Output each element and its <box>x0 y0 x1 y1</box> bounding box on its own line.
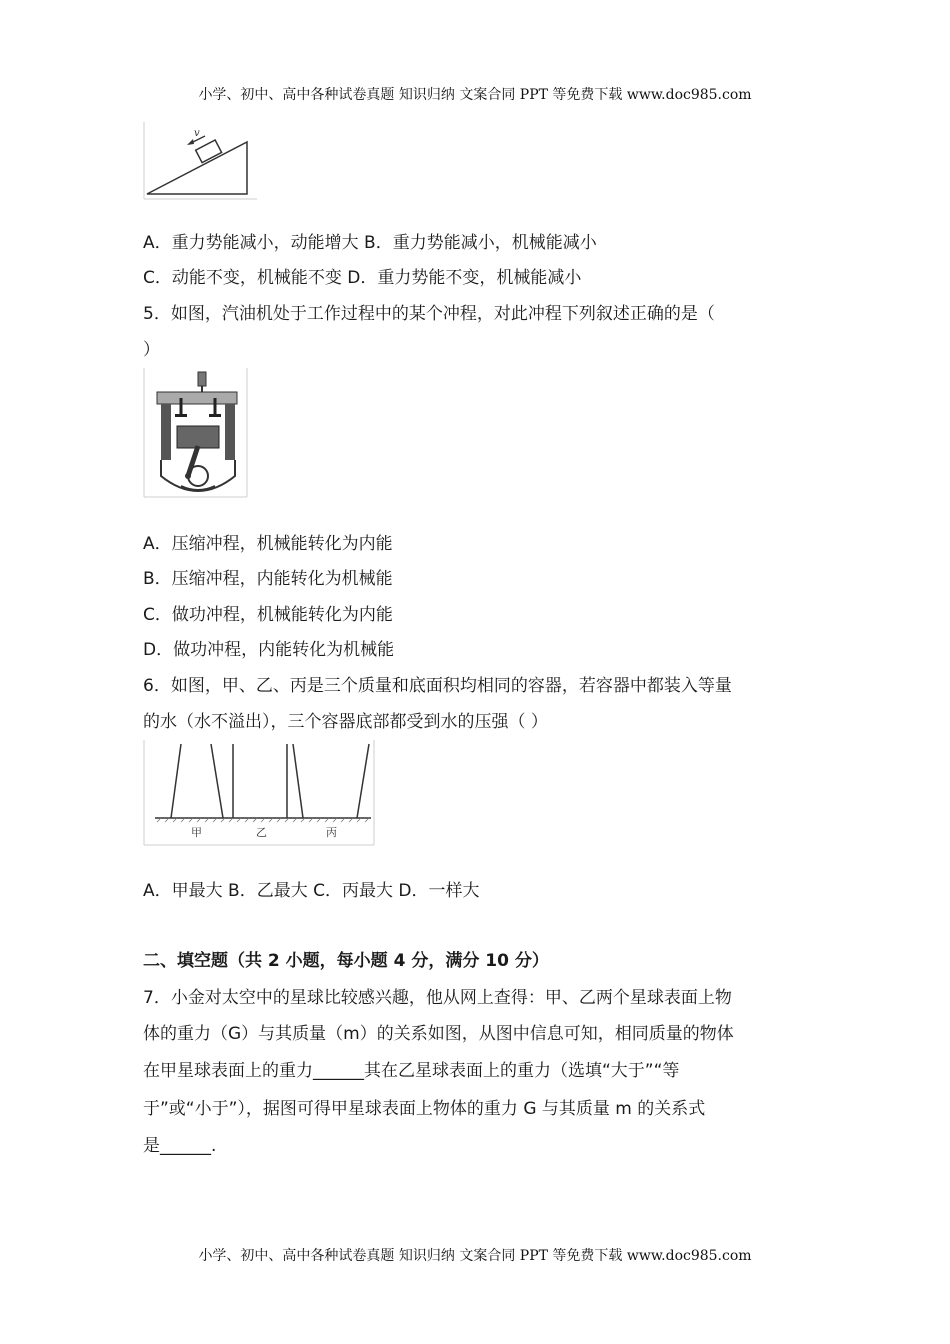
q5-stem-line2: ） <box>143 340 160 360</box>
container-label-jia: 甲 <box>191 826 202 839</box>
page-header: 小学、初中、高中各种试卷真题 知识归纳 文案合同 PPT 等免费下载 www.doc985.com <box>198 87 752 103</box>
q6-stem-line1: 6．如图，甲、乙、丙是三个质量和底面积均相同的容器，若容器中都装入等量 <box>143 676 732 696</box>
q6-stem-line2: 的水（水不溢出），三个容器底部都受到水的压强（ ） <box>143 712 548 732</box>
q6-options: A．甲最大 B．乙最大 C．丙最大 D．一样大 <box>143 881 480 901</box>
q7-line2: 体的重力（G）与其质量（m）的关系如图，从图中信息可知，相同质量的物体 <box>143 1024 734 1044</box>
engine-figure <box>143 368 248 498</box>
q5-stem-line1: 5．如图，汽油机处于工作过程中的某个冲程，对此冲程下列叙述正确的是（ <box>143 304 715 324</box>
q4-options-line1: A．重力势能减小，动能增大 B．重力势能减小，机械能减小 <box>143 233 597 253</box>
q5-option-a: A．压缩冲程，机械能转化为内能 <box>143 534 393 554</box>
q7-line4: 于”或“小于”），据图可得甲星球表面上物体的重力 G 与其质量 m 的关系式 <box>143 1099 706 1119</box>
container-label-yi: 乙 <box>256 826 267 839</box>
velocity-label: v <box>194 128 200 139</box>
q5-option-c: C．做功冲程，机械能转化为内能 <box>143 605 393 625</box>
q7-line3: 在甲星球表面上的重力______其在乙星球表面上的重力（选填“大于”“等 <box>143 1061 680 1081</box>
q5-option-b: B．压缩冲程，内能转化为机械能 <box>143 569 393 589</box>
section2-title: 二、填空题（共 2 小题，每小题 4 分，满分 10 分） <box>143 951 549 971</box>
q5-option-d: D．做功冲程，内能转化为机械能 <box>143 640 395 660</box>
container-label-bing: 丙 <box>326 826 337 839</box>
containers-figure <box>143 740 375 846</box>
q7-line1: 7．小金对太空中的星球比较感兴趣，他从网上查得：甲、乙两个星球表面上物 <box>143 988 732 1008</box>
q7-line5: 是______. <box>143 1136 217 1156</box>
incline-figure <box>143 122 258 200</box>
q4-options-line2: C．动能不变，机械能不变 D．重力势能不变，机械能减小 <box>143 268 582 288</box>
page-footer: 小学、初中、高中各种试卷真题 知识归纳 文案合同 PPT 等免费下载 www.doc985.com <box>198 1248 752 1264</box>
